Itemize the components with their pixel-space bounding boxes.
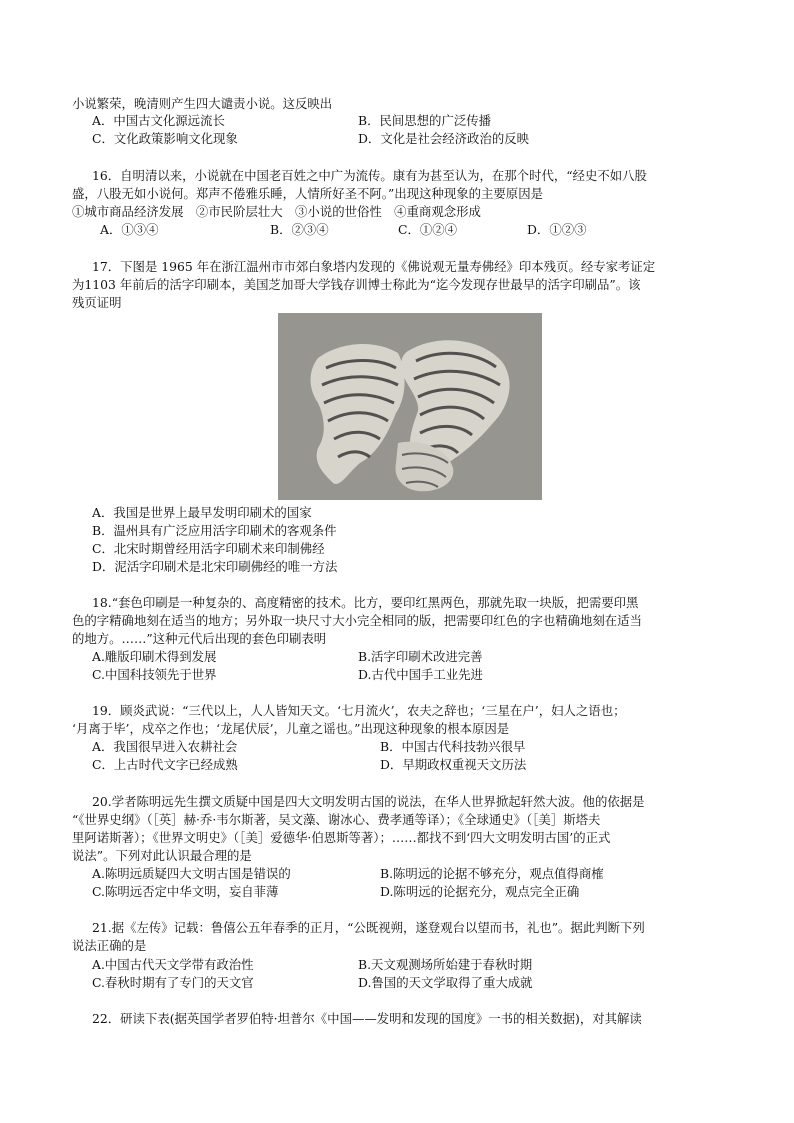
q17-stem-line3: 残页证明 bbox=[72, 295, 122, 310]
q18-option-a: A.雕版印刷术得到发展 bbox=[92, 649, 217, 664]
q16-option-a: A．①③④ bbox=[100, 222, 159, 237]
q18-stem-line1: 18.“套色印刷是一种复杂的、高度精密的技术。比方，要印红黑两色，那就先取一块版，把需要印黑 bbox=[92, 595, 639, 610]
printed-scripture-fragment-image bbox=[278, 313, 542, 500]
q17-stem-line2: 为1103 年前后的活字印刷本，美国芝加哥大学钱存训博士称此为“迄今发现存世最早的活字印刷品”。该 bbox=[72, 277, 641, 292]
q20-stem-line2: “《世界史纲》（［英］赫·乔·韦尔斯著，吴文藻、谢冰心、费孝通等译）；《全球通史》（［美］斯塔夫 bbox=[72, 812, 601, 827]
q16-stem-line1: 16．自明清以来，小说就在中国老百姓之中广为流传。康有为甚至认为，在那个时代，“经史不如八股 bbox=[92, 168, 647, 183]
q18-option-b: B.活字印刷术改进完善 bbox=[358, 649, 483, 664]
q19-option-a: A．我国很早进入农耕社会 bbox=[92, 739, 238, 754]
q22-stem-line1: 22．研读下表(据英国学者罗伯特·坦普尔《中国——发明和发现的国度》一书的相关数据)，对其解读 bbox=[92, 1011, 642, 1026]
q21-option-a: A.中国古代天文学带有政治性 bbox=[92, 957, 254, 972]
q20-stem-line3: 里阿诺斯著）；《世界文明史》（［美］爱德华·伯恩斯等著）；……都找不到‘四大文明发明古国’的正式 bbox=[72, 830, 611, 845]
q18-option-c: C.中国科技领先于世界 bbox=[92, 667, 217, 682]
q15-option-b: B．民间思想的广泛传播 bbox=[358, 113, 492, 128]
q16-option-b: B．②③④ bbox=[270, 222, 329, 237]
q17-stem-line1: 17．下图是 1965 年在浙江温州市市郊白象塔内发现的《佛说观无量寿佛经》印本残页。经专家考证定 bbox=[92, 259, 656, 274]
q21-option-d: D.鲁国的天文学取得了重大成就 bbox=[358, 975, 533, 990]
q18-stem-line3: 的地方。……”这种元代后出现的套色印刷表明 bbox=[72, 631, 327, 646]
q17-option-b: B．温州具有广泛应用活字印刷术的客观条件 bbox=[92, 523, 337, 538]
q19-stem-line1: 19．顾炎武说：“三代以上，人人皆知天文。‘七月流火’，农夫之辞也；‘三星在户’，妇人之语也； bbox=[92, 703, 626, 718]
q18-stem-line2: 色的字精确地刻在适当的地方；另外取一块尺寸大小完全相同的版，把需要印红色的字也精确地刻在适当 bbox=[72, 613, 642, 628]
q21-stem-line1: 21.据《左传》记载：鲁僖公五年春季的正月，“公既视朔，遂登观台以望而书，礼也”。据此判断下列 bbox=[92, 920, 645, 935]
q20-option-b: B.陈明远的论据不够充分，观点值得商榷 bbox=[380, 866, 604, 881]
q17-option-a: A．我国是世界上最早发明印刷术的国家 bbox=[92, 505, 312, 520]
q19-option-d: D．早期政权重视天文历法 bbox=[380, 757, 527, 772]
q16-option-c: C．①②④ bbox=[398, 222, 458, 237]
q18-option-d: D.古代中国手工业先进 bbox=[358, 667, 483, 682]
q20-option-d: D.陈明远的论据充分，观点完全正确 bbox=[380, 884, 580, 899]
q17-option-d: D．泥活字印刷术是北宋印刷佛经的唯一方法 bbox=[92, 559, 338, 574]
q20-stem-line4: 说法”。下列对此认识最合理的是 bbox=[72, 848, 252, 863]
q17-option-c: C．北宋时期曾经用活字印刷术来印制佛经 bbox=[92, 541, 325, 556]
q16-option-d: D．①②③ bbox=[527, 222, 587, 237]
q16-stem-line2: 盛，八股无如小说何。郑声不倦雅乐睡，人情所好圣不阿。”出现这种现象的主要原因是 bbox=[72, 186, 543, 201]
scripture-fragment-illustration bbox=[278, 313, 542, 500]
q15-stem-tail: 小说繁荣，晚清则产生四大谴责小说。这反映出 bbox=[72, 96, 333, 111]
q16-items: ①城市商品经济发展 ②市民阶层壮大 ③小说的世俗性 ④重商观念形成 bbox=[72, 204, 481, 219]
q15-option-a: A．中国古文化源远流长 bbox=[92, 113, 225, 128]
q20-option-c: C.陈明远否定中华文明，妄自菲薄 bbox=[92, 884, 279, 899]
q21-stem-line2: 说法正确的是 bbox=[72, 938, 147, 953]
q21-option-c: C.春秋时期有了专门的天文官 bbox=[92, 975, 254, 990]
q20-stem-line1: 20.学者陈明远先生撰文质疑中国是四大文明发明古国的说法，在华人世界掀起轩然大波。他的依据是 bbox=[92, 794, 645, 809]
q21-option-b: B.天文观测场所始建于春秋时期 bbox=[358, 957, 533, 972]
q15-option-d: D．文化是社会经济政治的反映 bbox=[358, 131, 530, 146]
q15-option-c: C．文化政策影响文化现象 bbox=[92, 131, 238, 146]
q19-stem-line2: ‘月离于毕’，戍卒之作也；‘龙尾伏辰’，儿童之谣也。”出现这种现象的根本原因是 bbox=[72, 721, 510, 736]
q20-option-a: A.陈明远质疑四大文明古国是错误的 bbox=[92, 866, 291, 881]
q19-option-b: B．中国古代科技勃兴很早 bbox=[380, 739, 526, 754]
q19-option-c: C．上古时代文字已经成熟 bbox=[92, 757, 238, 772]
